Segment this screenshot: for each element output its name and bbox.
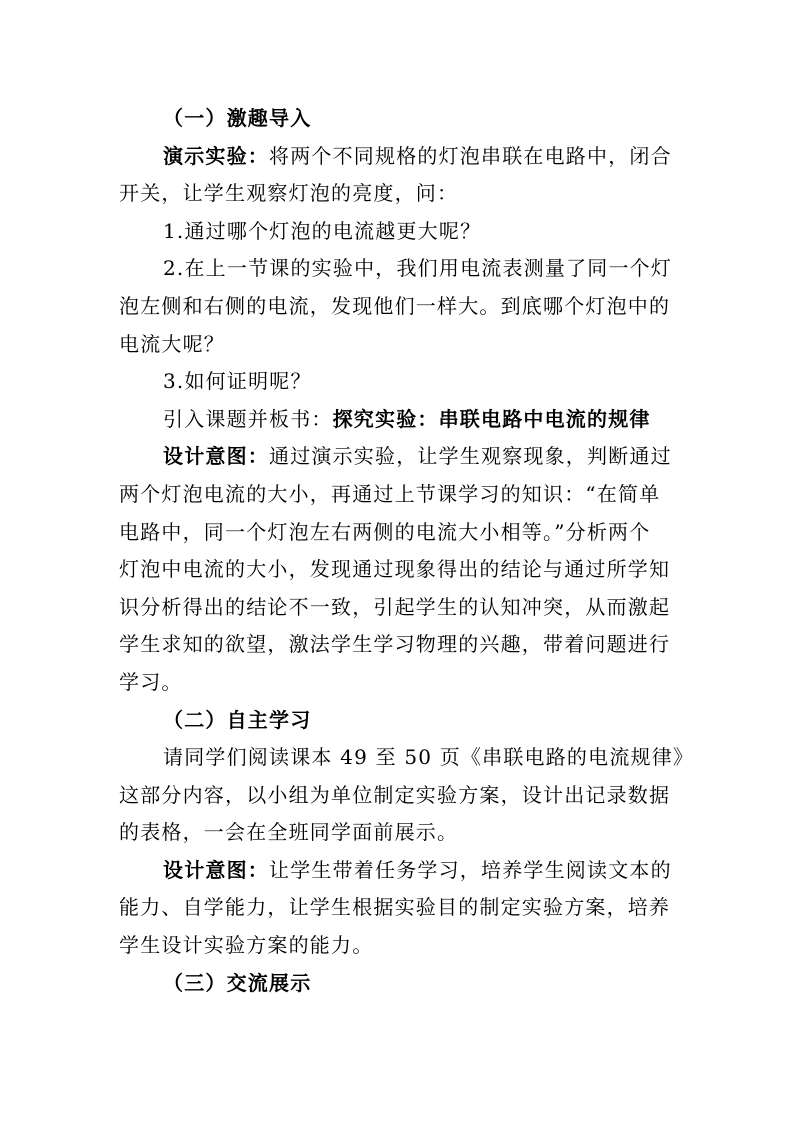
design-intent-text: 让学生带着任务学习，培养学生阅读文本的 [269,857,672,882]
section-heading-3: （三）交流展示 [163,970,312,995]
document-body [119,100,695,1002]
design-intent-label: 设计意图： [163,857,269,882]
design-intent-1-line-2: 两个灯泡电流的大小，再通过上节课学习的知识：“在简单 [119,481,661,506]
demo-paragraph-line-1 [119,138,675,176]
design-intent-2-line-2: 能力、自学能力，让学生根据实验目的制定实验方案，培养 [119,895,671,920]
reading-line-3: 的表格，一会在全班同学面前展示。 [119,820,459,845]
question-2-line-2: 泡左侧和右侧的电流，发现他们一样大。到底哪个灯泡中的 [119,293,671,318]
section-heading-2: （二）自主学习 [163,707,312,732]
reading-line-1: 请同学们阅读课本 49 至 50 页《串联电路的电流规律》 [163,745,695,770]
design-intent-1-line-4: 灯泡中电流的大小，发现通过现象得出的结论与通过所学知 [119,557,671,582]
question-2-line-3: 电流大呢？ [119,331,225,356]
demo-label: 演示实验： [163,143,269,168]
intro-title: 探究实验：串联电路中电流的规律 [332,406,651,431]
reading-line-2: 这部分内容，以小组为单位制定实验方案，设计出记录数据 [119,782,671,807]
design-intent-1-line-7: 学习。 [119,669,183,694]
intro-prefix: 引入课题并板书： [163,406,333,431]
design-intent-1-line-5: 识分析得出的结论不一致，引起学生的认知冲突，从而激起 [119,594,671,619]
design-intent-2-line-1 [119,852,675,890]
design-intent-2-line-3: 学生设计实验方案的能力。 [119,933,374,958]
design-intent-1-line-1 [119,438,675,476]
demo-paragraph-line-2: 开关，让学生观察灯泡的亮度，问： [119,181,459,206]
design-intent-text: 通过演示实验，让学生观察现象，判断通过 [269,444,672,469]
intro-line [119,401,675,439]
design-intent-1-line-6: 学生求知的欲望，激法学生学习物理的兴趣，带着问题进行 [119,632,671,657]
question-3: 3.如何证明呢？ [163,369,312,394]
question-2-line-1: 2.在上一节课的实验中，我们用电流表测量了同一个灯 [163,256,673,281]
question-1: 1.通过哪个灯泡的电流越更大呢？ [163,218,482,243]
design-intent-label: 设计意图： [163,444,269,469]
demo-text: 将两个不同规格的灯泡串联在电路中，闭合 [269,143,672,168]
section-heading-1: （一）激趣导入 [163,106,312,130]
design-intent-1-line-3: 电路中，同一个灯泡左右两侧的电流大小相等。”分析两个 [119,519,651,544]
